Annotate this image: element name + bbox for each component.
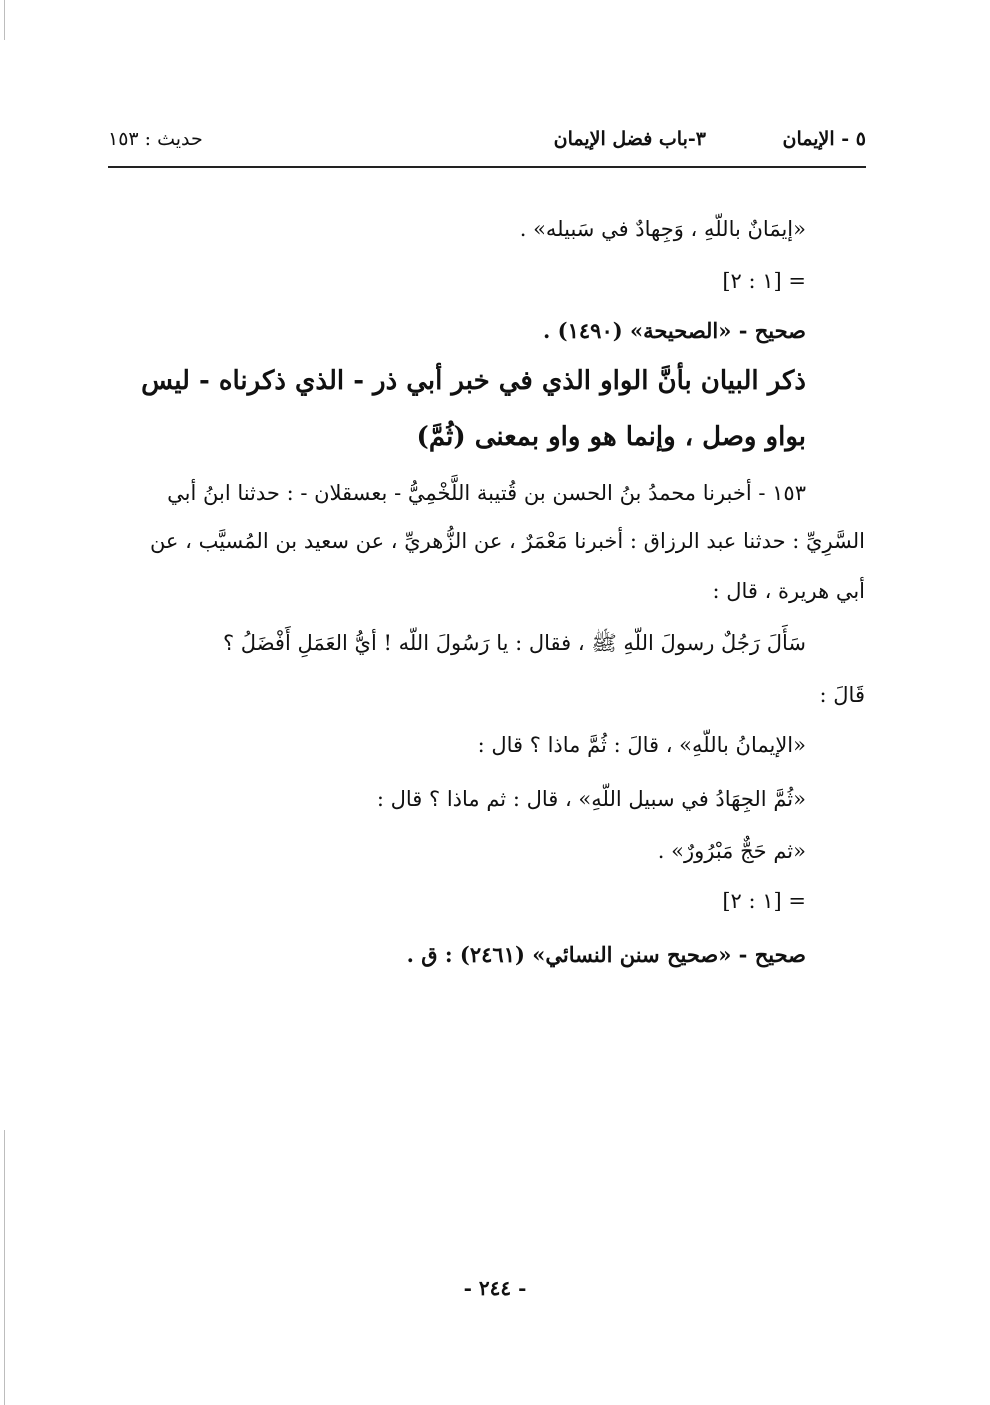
header-section: ٣-باب فضل الإيمان	[553, 128, 706, 150]
text-line-1: «إيمَانٌ باللّهِ ، وَجِهادٌ في سَبيله» .	[519, 217, 806, 241]
isnad-line-2: السَّرِيِّ : حدثنا عبد الرزاق : أخبرنا مَعْمَرٌ ، عن الزُّهريِّ ، عن سعيد بن المُسيَّب ، عن	[149, 529, 865, 553]
header-chapter: ٥ - الإيمان	[782, 128, 866, 150]
matn-line-4: «ثُمَّ الجِهَادُ في سبيل اللّهِ» ، قال : ثم ماذا ؟ قال :	[376, 787, 806, 811]
grading-line-1: صحيح - «الصحيحة» (١٤٩٠) .	[543, 318, 806, 343]
matn-line-1: سَأَلَ رَجُلٌ رسولَ اللّهِ ﷺ ، فقال : يا رَسُولَ اللّه ! أيُّ العَمَلِ أَفْضَلُ ؟	[222, 631, 806, 655]
grading-line-2: صحيح - «صحيح سنن النسائي» (٢٤٦١) : ق .	[406, 942, 806, 967]
isnad-line-3: أبي هريرة ، قال :	[712, 579, 865, 603]
page-number: - ٢٤٤ -	[463, 1276, 527, 1300]
chapter-title-line-1: ذكر البيان بأنَّ الواو الذي في خبر أبي ذر - الذي ذكرناه - ليس	[141, 366, 806, 396]
scan-edge-mark-top	[4, 0, 5, 40]
chapter-title-line-2: بواو وصل ، وإنما هو واو بمعنى (ثُمَّ)	[416, 422, 806, 452]
reference-line-2: = [١ : ٢]	[722, 889, 806, 913]
matn-line-5: «ثم حَجٌّ مَبْرُورٌ» .	[657, 839, 806, 863]
matn-line-2: قَالَ :	[819, 683, 865, 707]
reference-line-1: = [١ : ٢]	[722, 269, 806, 293]
scan-edge-mark-bottom	[4, 1130, 5, 1405]
header-rule	[108, 166, 866, 168]
running-header	[108, 124, 866, 164]
isnad-line-1: ١٥٣ - أخبرنا محمدُ بنُ الحسن بن قُتيبة اللَّخْمِيُّ - بعسقلان - : حدثنا ابنُ أبي	[167, 481, 806, 505]
header-hadith-number: حديث : ١٥٣	[108, 128, 203, 150]
matn-line-3: «الإيمانُ باللّهِ» ، قالَ : ثُمَّ ماذا ؟ قال :	[477, 733, 806, 757]
